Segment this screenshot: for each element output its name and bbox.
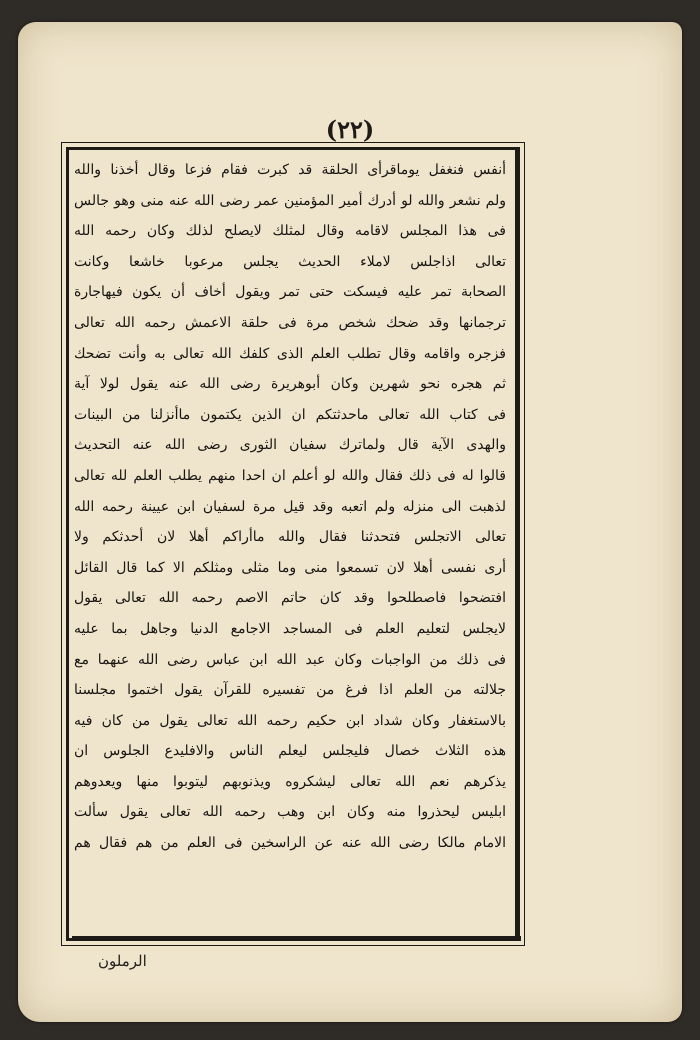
text-line: جلالته من العلم اذا فرغ من تفسيره للقرآن يقول اختموا مجلسنا: [74, 682, 506, 699]
text-block: [74, 155, 506, 931]
text-line: لايجلس لتعليم العلم فى المساجد الاجامع الدنيا وجاهل بما عليه: [74, 620, 506, 637]
catchword: الرملون: [98, 952, 147, 970]
text-line: تعالى اذاجلس لاملاء الحديث يجلس مرعوبا خاشعا وكانت: [74, 253, 506, 270]
page-number: (٢٢): [325, 115, 375, 144]
text-line: فى هذا المجلس لاقامه وقال لمثلك لايصلح لذلك وكان رحمه الله: [74, 223, 506, 240]
text-line: ولم نشعر والله لو أدرك أمير المؤمنين عمر رضى الله عنه منى وهو جالس: [74, 192, 506, 209]
text-line: قالوا له فى ذلك فقال والله لو أعلم ان احدا منهم يطلب العلم لله تعالى: [74, 467, 506, 484]
text-line: ثم هجره نحو شهرين وكان أبوهريرة رضى الله عنه يقول لولا آية: [74, 376, 506, 393]
text-line: أرى نفسى أهلا لان تسمعوا منى وما مثلى ومثلكم الا كما قال القائل: [74, 559, 506, 576]
text-line: والهدى الآية قال ولماترك سفيان الثورى رضى الله عنه التحديث: [74, 437, 506, 454]
frame-shadow-bottom: [72, 936, 521, 941]
text-line: بالاستغفار وكان شداد ابن حكيم رحمه الله تعالى يقول من كان فيه: [74, 712, 506, 729]
frame-shadow-right: [515, 150, 520, 940]
text-line: هذه الثلاث خصال فليجلس ليعلم الناس والافليدع الجلوس ان: [74, 743, 506, 760]
text-line: فى ذلك من الواجبات وكان عبد الله ابن عباس رضى الله عنهما مع: [74, 651, 506, 668]
text-line: افتضحوا فاصطلحوا وقد كان حاتم الاصم رحمه الله تعالى يقول: [74, 590, 506, 607]
text-line: ابليس ليحذروا منه وكان ابن وهب رحمه الله تعالى يقول سألت: [74, 804, 506, 821]
text-line: أنفس فنغفل يوماقرأى الحلقة قد كبرت فقام فزعا وقال أخذنا والله: [74, 162, 506, 178]
text-line: ترجمانها وقد ضحك شخص مرة فى حلقة الاعمش رحمه الله تعالى: [74, 314, 506, 331]
text-line: تعالى الاتجلس فتحدثنا فقال والله ماأراكم أهلا لان أحدثكم ولا: [74, 529, 506, 546]
text-line: لذهبت الى منزله ولم اتعبه وقد قيل مرة لسفيان ابن عيينة رحمه الله: [74, 498, 506, 515]
text-line: يذكرهم نعم الله تعالى ليشكروه ويذنوبهم ليتوبوا منها ويعدوهم: [74, 773, 506, 790]
text-line: فى كتاب الله تعالى ماحدثتكم ان الذين يكتمون ماأنزلنا من البينات: [74, 406, 506, 423]
text-line: فزجره واقامه وقال تطلب العلم الذى كلفك الله تعالى به وأنت تضحك: [74, 345, 506, 362]
text-line: الصحابة تمر عليه فيسكت حتى تمر ويقول أخاف أن يكون فيهاجارة: [74, 284, 506, 301]
text-line: الامام مالكا رضى الله عنه عن الراسخين فى العلم من هم فقال هم: [74, 835, 506, 852]
book-page: [18, 22, 682, 1022]
